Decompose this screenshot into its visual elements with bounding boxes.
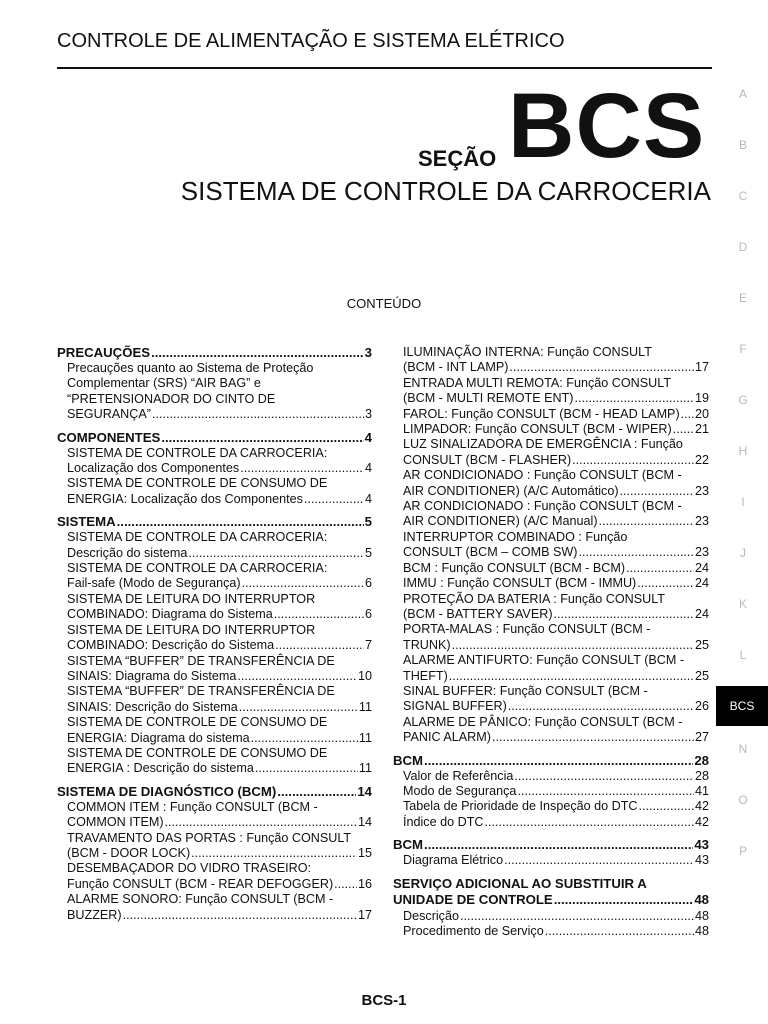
- dot-leader: [449, 669, 694, 684]
- toc-entry-title: Localização dos Componentes: [67, 461, 240, 476]
- toc-page-number: 42: [694, 814, 709, 829]
- sidebar-tab-d[interactable]: D: [738, 240, 748, 254]
- section-index-sidebar: [718, 82, 768, 890]
- toc-entry-title: SISTEMA: [57, 514, 116, 530]
- toc-entry-line: Complementar (SRS) “AIR BAG” e: [67, 376, 261, 391]
- toc-page-number: 17: [357, 907, 372, 922]
- dot-leader: [460, 909, 694, 924]
- toc-entry-title: SIGNAL BUFFER): [403, 699, 507, 714]
- toc-entry: [57, 654, 372, 685]
- toc-page-number: 43: [694, 853, 709, 868]
- dot-leader: [188, 546, 364, 561]
- toc-page-number: 11: [358, 699, 372, 714]
- toc-entry-line: ALARME DE PÂNICO: Função CONSULT (BCM -: [403, 714, 683, 729]
- toc-page-number: 5: [364, 514, 372, 530]
- toc-entry-line: PORTA-MALAS : Função CONSULT (BCM -: [403, 622, 651, 637]
- sidebar-tab-f[interactable]: F: [739, 342, 747, 356]
- toc-entry-title: BUZZER): [67, 907, 122, 922]
- toc-page-number: 42: [694, 799, 709, 814]
- toc-entry: [393, 653, 709, 684]
- toc-entry-title: TRUNK): [403, 637, 451, 652]
- toc-page-number: 10: [357, 668, 372, 683]
- toc-entry-title: Fail-safe (Modo de Segurança): [67, 576, 241, 591]
- dot-leader: [554, 607, 694, 622]
- toc-page-number: 14: [357, 783, 372, 799]
- toc-entry-title: SISTEMA DE DIAGNÓSTICO (BCM): [57, 783, 277, 799]
- toc-entry: [57, 892, 372, 923]
- toc-row[interactable]: [403, 853, 709, 868]
- toc-entry-line: SISTEMA DE CONTROLE DA CARROCERIA:: [67, 530, 328, 545]
- toc-entry-line: ENTRADA MULTI REMOTA: Função CONSULT: [403, 375, 672, 390]
- toc-entry: [57, 361, 372, 423]
- toc-entry: [393, 684, 709, 715]
- toc-entry-title: PANIC ALARM): [403, 730, 491, 745]
- toc-row[interactable]: [67, 761, 372, 776]
- toc-entry-title: ENERGIA: Localização dos Componentes: [67, 491, 303, 506]
- toc-entry-title: Tabela de Prioridade de Inspeção do DTC: [403, 799, 638, 814]
- toc-row[interactable]: [403, 576, 709, 591]
- dot-leader: [151, 345, 364, 361]
- section-label: SEÇÃO: [418, 146, 497, 171]
- toc-entry-title: Procedimento de Serviço: [403, 924, 544, 938]
- toc-row[interactable]: [393, 753, 709, 769]
- toc-entry: [393, 592, 709, 623]
- toc-entry-line: SISTEMA “BUFFER” DE TRANSFERÊNCIA DE: [67, 653, 335, 668]
- toc-page-number: 3: [364, 407, 372, 422]
- toc-entry-line: SISTEMA DE CONTROLE DE CONSUMO DE: [67, 745, 328, 760]
- sidebar-tab-k[interactable]: K: [738, 597, 747, 611]
- toc-entry-title: SINAIS: Descrição do Sistema: [67, 699, 238, 714]
- toc-entry-line: LUZ SINALIZADORA DE EMERGÊNCIA : Função: [403, 437, 683, 452]
- toc-row[interactable]: [57, 430, 372, 446]
- toc-entry: [393, 715, 709, 746]
- toc-entry-line: PROTEÇÃO DA BATERIA : Função CONSULT: [403, 591, 665, 606]
- dot-leader: [251, 731, 358, 746]
- toc-entry-title: PRECAUÇÕES: [57, 345, 151, 360]
- toc-entry-title: (BCM - BATTERY SAVER): [403, 606, 553, 621]
- toc-row[interactable]: [403, 669, 709, 684]
- toc-entry-title: COMBINADO: Descrição do Sistema: [67, 638, 275, 653]
- toc-entry: [393, 576, 709, 591]
- toc-page-number: 41: [694, 783, 709, 798]
- page-number: BCS-1: [361, 992, 407, 1009]
- toc-row[interactable]: [403, 607, 709, 622]
- toc-page-number: 17: [694, 360, 709, 375]
- toc-entry: [57, 831, 372, 862]
- toc-entry: [393, 799, 709, 814]
- toc-row[interactable]: [67, 669, 372, 684]
- toc-entry-line: COMMON ITEM : Função CONSULT (BCM -: [67, 799, 318, 814]
- toc-row[interactable]: [403, 391, 709, 406]
- dot-leader: [242, 576, 364, 591]
- toc-page-number: 48: [694, 892, 709, 908]
- toc-entry-line: AR CONDICIONADO : Função CONSULT (BCM -: [403, 468, 682, 483]
- toc-entry: [393, 561, 709, 576]
- toc-entry-line: DESEMBAÇADOR DO VIDRO TRASEIRO:: [67, 861, 311, 876]
- toc-entry: [57, 715, 372, 746]
- toc-entry-line: AR CONDICIONADO : Função CONSULT (BCM -: [403, 499, 682, 514]
- sidebar-tab-h[interactable]: H: [738, 444, 748, 458]
- toc-row[interactable]: [67, 576, 372, 591]
- toc-row[interactable]: [403, 924, 709, 939]
- toc-entry-line: ALARME ANTIFURTO: Função CONSULT (BCM -: [403, 653, 685, 668]
- toc-entry-line: Precauções quanto ao Sistema de Proteção: [67, 361, 314, 375]
- dot-leader: [620, 484, 694, 499]
- dot-leader: [304, 492, 364, 507]
- dot-leader: [578, 545, 694, 560]
- dot-leader: [626, 561, 694, 576]
- dot-leader: [424, 837, 693, 853]
- toc-entry: [393, 924, 709, 939]
- toc-row[interactable]: [67, 846, 372, 861]
- toc-row[interactable]: [67, 492, 372, 507]
- toc-left-column: [57, 345, 372, 923]
- toc-section-heading: [393, 876, 709, 909]
- dot-leader: [452, 638, 694, 653]
- dot-leader: [517, 784, 694, 799]
- dot-leader: [161, 430, 363, 446]
- toc-entry-line: SISTEMA “BUFFER” DE TRANSFERÊNCIA DE: [67, 684, 335, 699]
- toc-entry: [393, 784, 709, 799]
- toc-entry-title: SINAIS: Diagrama do Sistema: [67, 668, 237, 683]
- toc-entry: [393, 622, 709, 653]
- toc-row[interactable]: [403, 561, 709, 576]
- dot-leader: [574, 391, 694, 406]
- toc-row[interactable]: [67, 908, 372, 923]
- toc-row[interactable]: [403, 360, 709, 375]
- dot-leader: [424, 753, 693, 769]
- toc-row[interactable]: [393, 837, 709, 853]
- toc-entry: [57, 561, 372, 592]
- dot-leader: [191, 846, 357, 861]
- toc-entry-title: Índice do DTC: [403, 814, 484, 829]
- toc-entry-line: “PRETENSIONADOR DO CINTO DE: [67, 391, 276, 406]
- toc-entry: [393, 345, 709, 376]
- toc-entry-title: CONSULT (BCM - FLASHER): [403, 452, 572, 467]
- toc-section-heading: [393, 753, 709, 769]
- dot-leader: [508, 699, 694, 714]
- toc-page-number: 24: [694, 576, 709, 591]
- toc-row[interactable]: [57, 345, 372, 361]
- toc-entry-title: IMMU : Função CONSULT (BCM - IMMU): [403, 576, 637, 591]
- toc-entry: [57, 446, 372, 477]
- dot-leader: [639, 799, 694, 814]
- toc-entry-line: SISTEMA DE CONTROLE DE CONSUMO DE: [67, 476, 328, 491]
- toc-entry-title: (BCM - DOOR LOCK): [67, 845, 191, 860]
- toc-entry-title: ENERGIA: Diagrama do sistema: [67, 730, 250, 745]
- toc-entry-line: SISTEMA DE LEITURA DO INTERRUPTOR: [67, 622, 316, 637]
- toc-section-heading: [57, 514, 372, 530]
- dot-leader: [334, 877, 357, 892]
- toc-entry-line: SISTEMA DE CONTROLE DA CARROCERIA:: [67, 445, 328, 460]
- toc-entry: [393, 530, 709, 561]
- toc-entry: [393, 407, 709, 422]
- toc-entry: [393, 769, 709, 784]
- dot-leader: [255, 761, 358, 776]
- toc-entry: [57, 800, 372, 831]
- toc-entry-title: ENERGIA : Descrição do sistema: [67, 761, 254, 776]
- toc-row[interactable]: [403, 815, 709, 830]
- toc-section-heading: [57, 430, 372, 446]
- toc-entry: [57, 592, 372, 623]
- toc-section-heading-line: SERVIÇO ADICIONAL AO SUBSTITUIR A: [393, 875, 647, 891]
- toc-row[interactable]: [403, 730, 709, 745]
- toc-page-number: 5: [364, 545, 372, 560]
- dot-leader: [509, 360, 694, 375]
- toc-entry-line: TRAVAMENTO DAS PORTAS : Função CONSULT: [67, 830, 352, 845]
- dot-leader: [504, 853, 694, 868]
- toc-page-number: 48: [694, 908, 709, 923]
- toc-entry-title: CONSULT (BCM – COMB SW): [403, 545, 578, 560]
- toc-row[interactable]: [403, 422, 709, 437]
- dot-leader: [599, 514, 694, 529]
- toc-entry: [57, 684, 372, 715]
- page-header-title: CONTROLE DE ALIMENTAÇÃO E SISTEMA ELÉTRICO: [57, 30, 565, 52]
- toc-page-number: 20: [694, 406, 709, 421]
- toc-row[interactable]: [403, 484, 709, 499]
- toc-row[interactable]: [67, 700, 372, 715]
- toc-page-number: 22: [694, 452, 709, 467]
- toc-entry-title: THEFT): [403, 668, 448, 683]
- toc-page-number: 27: [694, 730, 709, 745]
- toc-entry-title: AIR CONDITIONER) (A/C Manual): [403, 514, 598, 529]
- toc-page-number: 19: [694, 391, 709, 406]
- toc-section-heading: [57, 784, 372, 800]
- toc-right-column: [393, 345, 709, 939]
- toc-page-number: 25: [694, 637, 709, 652]
- toc-row[interactable]: [57, 784, 372, 800]
- toc-row[interactable]: [67, 731, 372, 746]
- section-code: BCS: [508, 75, 706, 177]
- toc-row[interactable]: [67, 546, 372, 561]
- toc-page-number: 24: [694, 560, 709, 575]
- toc-page-number: 28: [694, 752, 709, 768]
- toc-entry-title: BCM: [393, 837, 424, 853]
- sidebar-tab-n[interactable]: N: [738, 742, 748, 756]
- toc-row[interactable]: [403, 545, 709, 560]
- dot-leader: [673, 422, 694, 437]
- toc-page-number: 21: [694, 422, 709, 437]
- toc-page-number: 6: [364, 607, 372, 622]
- dot-leader: [117, 514, 364, 530]
- toc-entry-title: Descrição: [403, 908, 459, 923]
- toc-entry-title: Diagrama Elétrico: [403, 853, 504, 868]
- toc-entry-title: COMPONENTES: [57, 429, 161, 445]
- sidebar-tab-c[interactable]: C: [738, 189, 748, 203]
- dot-leader: [681, 407, 694, 422]
- toc-entry: [57, 861, 372, 892]
- toc-entry-title: SEGURANÇA”: [67, 407, 151, 422]
- toc-entry-title: Modo de Segurança: [403, 783, 517, 798]
- sidebar-tab-b[interactable]: B: [738, 138, 747, 152]
- dot-leader: [485, 815, 694, 830]
- toc-entry: [393, 437, 709, 468]
- toc-section-heading: [57, 345, 372, 361]
- toc-page-number: 23: [694, 483, 709, 498]
- toc-page-number: 23: [694, 514, 709, 529]
- sidebar-tab-bcs[interactable]: BCS: [716, 686, 768, 726]
- toc-row[interactable]: [403, 909, 709, 924]
- toc-entry-title: FAROL: Função CONSULT (BCM - HEAD LAMP): [403, 406, 680, 421]
- toc-entry-title: Descrição do sistema: [67, 545, 188, 560]
- toc-page-number: 7: [364, 638, 372, 653]
- toc-page-number: 6: [364, 576, 372, 591]
- toc-row[interactable]: [67, 815, 372, 830]
- toc-entry: [393, 376, 709, 407]
- toc-entry-title: Função CONSULT (BCM - REAR DEFOGGER): [67, 876, 334, 891]
- toc-entry-line: SISTEMA DE LEITURA DO INTERRUPTOR: [67, 591, 316, 606]
- toc-entry-line: SINAL BUFFER: Função CONSULT (BCM -: [403, 683, 648, 698]
- toc-row[interactable]: [57, 514, 372, 530]
- toc-row[interactable]: [67, 607, 372, 622]
- toc-page-number: 16: [357, 876, 372, 891]
- toc-entry-line: ILUMINAÇÃO INTERNA: Função CONSULT: [403, 345, 652, 359]
- toc-entry: [393, 909, 709, 924]
- dot-leader: [240, 461, 364, 476]
- toc-row[interactable]: [403, 799, 709, 814]
- toc-page-number: 3: [364, 345, 372, 360]
- sidebar-tab-e[interactable]: E: [738, 291, 747, 305]
- sidebar-tab-j[interactable]: J: [740, 546, 746, 560]
- dot-leader: [165, 815, 357, 830]
- toc-row[interactable]: [67, 877, 372, 892]
- dot-leader: [277, 784, 356, 800]
- dot-leader: [123, 908, 357, 923]
- toc-entry-title: UNIDADE DE CONTROLE: [393, 892, 553, 908]
- dot-leader: [239, 700, 358, 715]
- toc-entry: [393, 422, 709, 437]
- dot-leader: [554, 892, 694, 909]
- toc-page-number: 4: [364, 461, 372, 476]
- toc-page-number: 28: [694, 768, 709, 783]
- toc-entry-title: AIR CONDITIONER) (A/C Automático): [403, 483, 619, 498]
- toc-row[interactable]: [403, 407, 709, 422]
- toc-entry: [393, 499, 709, 530]
- toc-entry-line: SISTEMA DE CONTROLE DE CONSUMO DE: [67, 715, 328, 730]
- toc-page-number: 11: [358, 761, 372, 776]
- toc-entry-title: LIMPADOR: Função CONSULT (BCM - WIPER): [403, 422, 672, 437]
- toc-page-number: 4: [364, 491, 372, 506]
- toc-row[interactable]: [403, 699, 709, 714]
- toc-row[interactable]: [67, 461, 372, 476]
- sidebar-tab-a[interactable]: A: [738, 87, 747, 101]
- toc-row[interactable]: [403, 453, 709, 468]
- toc-entry-title: Valor de Referência: [403, 768, 514, 783]
- dot-leader: [237, 669, 357, 684]
- toc-entry: [57, 476, 372, 507]
- toc-row[interactable]: [67, 407, 372, 422]
- sidebar-tab-o[interactable]: O: [738, 793, 748, 807]
- dot-leader: [274, 607, 364, 622]
- sidebar-tab-i[interactable]: I: [741, 495, 745, 509]
- sidebar-tab-l[interactable]: L: [739, 648, 747, 662]
- toc-entry-title: BCM : Função CONSULT (BCM - BCM): [403, 560, 626, 575]
- toc-page-number: 26: [694, 699, 709, 714]
- toc-entry-line: SISTEMA DE CONTROLE DA CARROCERIA:: [67, 561, 328, 576]
- sidebar-tab-g[interactable]: G: [738, 393, 748, 407]
- toc-page-number: 15: [357, 845, 372, 860]
- toc-entry-line: INTERRUPTOR COMBINADO : Função: [403, 529, 628, 544]
- toc-entry: [57, 746, 372, 777]
- toc-page-number: 48: [694, 924, 709, 938]
- toc-page-number: 24: [694, 606, 709, 621]
- dot-leader: [275, 638, 364, 653]
- toc-entry: [57, 623, 372, 654]
- toc-entry: [393, 815, 709, 830]
- toc-entry: [393, 468, 709, 499]
- toc-row[interactable]: [67, 638, 372, 653]
- toc-row[interactable]: [403, 784, 709, 799]
- toc-page-number: 43: [694, 837, 709, 853]
- dot-leader: [152, 407, 364, 422]
- dot-leader: [637, 576, 694, 591]
- contents-heading: CONTEÚDO: [346, 296, 422, 311]
- toc-page-number: 14: [357, 815, 372, 830]
- toc-entry-title: (BCM - MULTI REMOTE ENT): [403, 391, 574, 406]
- toc-row[interactable]: [393, 892, 709, 909]
- toc-page-number: 4: [364, 429, 372, 445]
- dot-leader: [545, 924, 694, 939]
- header-rule: [57, 67, 712, 69]
- toc-entry-title: (BCM - INT LAMP): [403, 360, 509, 375]
- toc-entry-title: COMMON ITEM): [67, 815, 164, 830]
- toc-entry-title: COMBINADO: Diagrama do Sistema: [67, 607, 273, 622]
- toc-entry: [393, 853, 709, 868]
- toc-entry-title: BCM: [393, 752, 424, 768]
- toc-page-number: 25: [694, 668, 709, 683]
- toc-entry-line: ALARME SONORO: Função CONSULT (BCM -: [67, 892, 334, 907]
- toc-row[interactable]: [403, 514, 709, 529]
- toc-page-number: 11: [358, 730, 372, 745]
- toc-page-number: 23: [694, 545, 709, 560]
- toc-row[interactable]: [403, 638, 709, 653]
- toc-entry: [57, 530, 372, 561]
- toc-row[interactable]: [403, 769, 709, 784]
- sidebar-tab-p[interactable]: P: [738, 844, 747, 858]
- dot-leader: [492, 730, 694, 745]
- dot-leader: [514, 769, 694, 784]
- toc-section-heading: [393, 837, 709, 853]
- dot-leader: [572, 453, 694, 468]
- section-name: SISTEMA DE CONTROLE DA CARROCERIA: [180, 176, 711, 206]
